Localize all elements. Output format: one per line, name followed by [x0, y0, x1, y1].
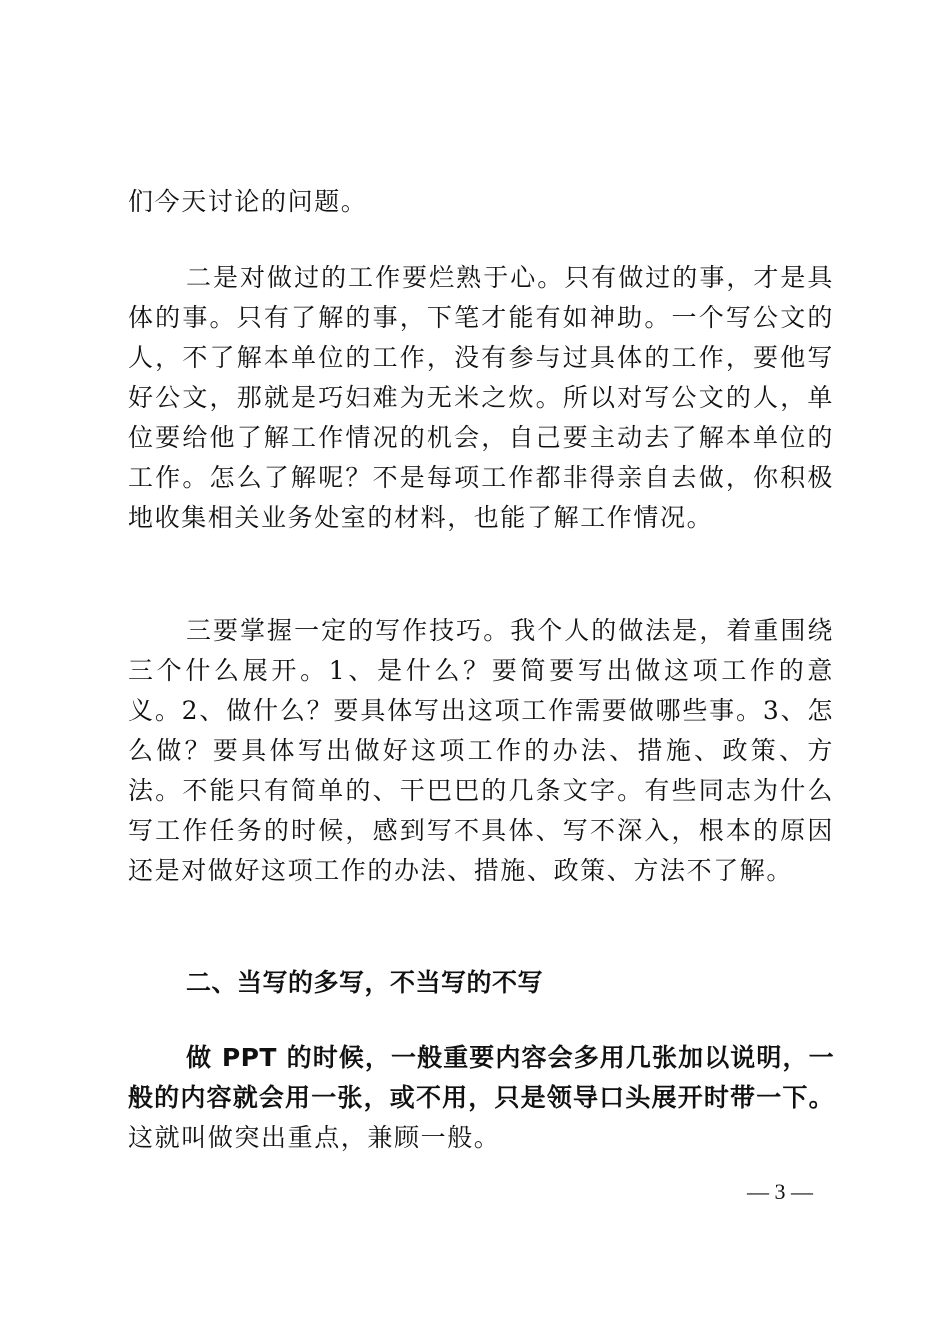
paragraph-ppt-bold-text: 做 PPT 的时候，一般重要内容会多用几张加以说明，一般的内容就会用一张，或不用，只是领导口头展开时带一下。 — [128, 1043, 834, 1112]
paragraph-writing-skills: 三要掌握一定的写作技巧。我个人的做法是，着重围绕三个什么展开。1、是什么？要简要写出做这项工作的意义。2、做什么？要具体写出这项工作需要做哪些事。3、怎么做？要具体写出做好这项工作的办法、措施、政策、方法。不能只有简单的、干巴巴的几条文字。有些同志为什么写工作任务的时候，感到写不具体、写不深入，根本的原因还是对做好这项工作的办法、措施、政策、方法不了解。 — [128, 616, 834, 885]
paragraph-continuation: 们今天讨论的问题。 — [128, 187, 368, 216]
section-heading: 二、当写的多写，不当写的不写 — [186, 968, 544, 997]
paragraph-familiarity: 二是对做过的工作要烂熟于心。只有做过的事，才是具体的事。只有了解的事，下笔才能有如神助。一个写公文的人，不了解本单位的工作，没有参与过具体的工作，要他写好公文，那就是巧妇难为无米之炊。所以对写公文的人，单位要给他了解工作情况的机会，自己要主动去了解本单位的工作。怎么了解呢？不是每项工作都非得亲自去做，你积极地收集相关业务处室的材料，也能了解工作情况。 — [128, 263, 834, 532]
paragraph-ppt-normal-text: 这就叫做突出重点，兼顾一般。 — [128, 1123, 501, 1152]
paragraph-ppt — [128, 1038, 834, 1158]
page-number: — 3 — — [747, 1179, 813, 1204]
